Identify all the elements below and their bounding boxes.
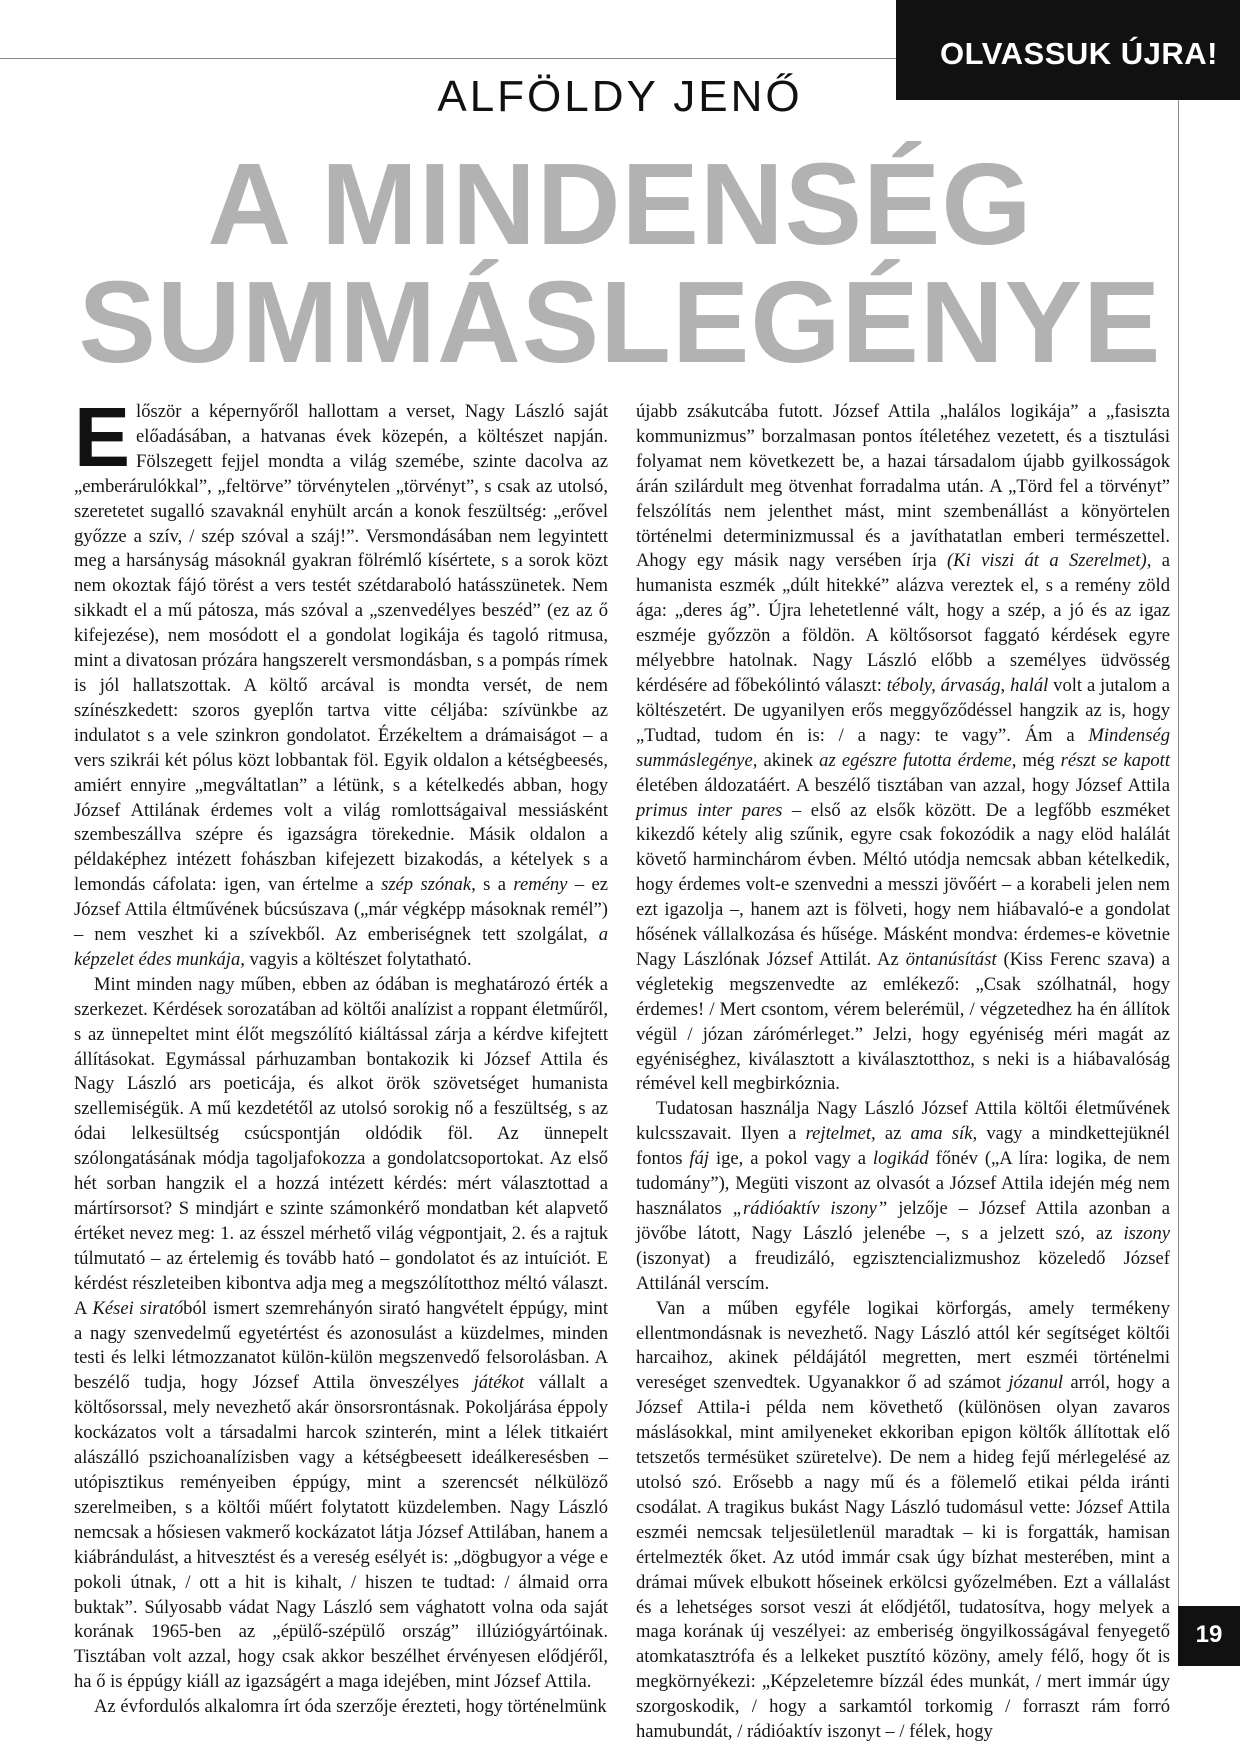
text-column-left	[74, 390, 609, 1718]
article-title	[0, 139, 1240, 387]
drop-cap: E	[74, 390, 131, 484]
title-line-2: SUMMÁSLEGÉNYE	[78, 257, 1162, 387]
section-tag-label: OLVASSUK ÚJRA!	[940, 36, 1218, 71]
author-name: ALFÖLDY JENŐ	[437, 72, 803, 121]
paragraph: újabb zsákutcába futott. József Attila „halálos logikája” a „fasiszta kommunizmus” borzalmasan pontos ítéletéhez vezetett, és a tisztulási folyamat nem következett be, a hazai társadalom újabb gyilkosságok árán szilárdult meg ötvenhat forradalma után. A „Törd fel a törvényt” felszólítás nem jelenthet mást, mint szembenállást a könyörtelen történelmi determinizmussal és a javíthatatlan emberi természettel. Ahogy egy másik nagy versében írja (Ki viszi át a Szerelmet), a humanista eszmék „dúlt hitekké” alázva vereztek el, s a remény zöld ága: „deres ág”. Újra lehetetlenné vált, hogy a szép, a jó és az igaz eszméje győzzön a földön. A költősorsot faggató kérdések egyre mélyebbre hatolnak. Nagy László előbb a személyes üdvösség kérdésére ad főbekólintó választ: téboly, árvaság, halál volt a jutalom a költészetért. De ugyanilyen erős meggyőződéssel hangzik az is, hogy „Tudtad, tudom én is: / a nagy: te vagy”. Ám a Mindenség summáslegénye, akinek az egészre futotta érdeme, még részt se kapott életében áldozatáért. A beszélő tisztában van azzal, hogy József Attila primus inter pares – első az elsők között. De a legfőbb eszméket kikezdő kétely alig szűnik, egyre csak fokozódik a nagy elöd halálát követő harminchárom évben. Méltó utódja nemcsak abban kételkedik, hogy érdemes volt-e szenvedni a messzi jövőért – a korabeli jelen nem ezt igazolja –, hanem azt is fölveti, hogy nem hiábavaló-e a gondolat hősének vállalkozása és hűsége. Másként mondva: érdemes-e követnie Nagy Lászlónak József Attilát. Az öntanúsítást (Kiss Ferenc szava) a végletekig megszenvedte az emlékező: „Csak szólhatnál, hogy érdemes! / Mert csontom, vérem belerémül, / végzetedhez ha én állítok végül / józan zárómérleget.” Jelzi, hogy egyéniség méri magát az egyéniséghez, kiválasztott a kiválasztotthoz, s neki is a hiábavalóság rémével kell megbirkóznia.	[636, 401, 1171, 1095]
paragraph: Mint minden nagy műben, ebben az ódában is meghatározó érték a szerkezet. Kérdések sorozatában ad költői analízist a roppant életműről, s az ünnepeltet mint élőt megszólító kiáltással zárja a kérdve kifejtett állításokat. Egymással párhuzamban bontakozik ki József Attila és Nagy László ars poeticája, és alkot örök szövetséget humanista szellemiségük. A mű kezdetétől az utolsó sorokig nő a feszültség, s az ódai lelkesültség csúcspontján oldódik föl. Az ünnepelt szólongatásának módja tagoljafokozza a gondolatcsoportokat. Az első hét sorban hangzik el a hozzá intézett kérdés: mért választottad a mártírsorsot? S mindjárt e szinte számonkérő mondatban két alapvető értéket nevez meg: 1. az ésszel mérhető világ végpontjait, 2. és a rajtuk túlmutató – az értelemig és tovább ható – gondolatot és az intuíciót. E kérdést részleteiben kibontva adja meg a megszólítotthoz méltó választ. A Kései siratóból ismert szemrehányón sirató hangvételt éppúgy, mint a nagy szenvedelmű egyetértést és azonosulást a küzdelmes, minden testi és lelki létmozzanatot külön-külön megszenvedő felsorolásban. A beszélő tudja, hogy József Attila önveszélyes játékot vállalt a költősorssal, mely nevezhető akár önsorsrontásnak. Pokoljárása éppoly kockázatos volt a társadalmi harcok szinterén, mint a lélek titkaiért alászálló pszichoanalízisben vagy a kétségbeesett ideálkeresésben – utópisztikus reményeiben éppúgy, mint a szerencsét nélkülöző szerelmeiben, s a költői műért folytatott küzdelemben. Nagy László nemcsak a hősiesen vakmerő kockázatot látja József Attilában, hanem a kiábrándulást, a hitvesztést és a vereség esélyét is: „dögbugyor a vége e pokoli útnak, / ott a hit is kihalt, / hiszen te tudtad: / álmaid orra buktak”. Súlyosabb vádat Nagy László sem vághatott volna oda saját korának 1965-ben az „épülő-szépülő ország” illúziógyártóinak. Tisztában volt azzal, hogy csak akkor beszélhet érvényesen elődjéről, ha ő is éppúgy kiáll az igazságért a maga idejében, mint József Attila.	[74, 973, 608, 1693]
paragraph: Van a műben egyféle logikai körforgás, amely termékeny ellentmondásnak is nevezhető. Nagy László attól kér segítséget költői harcaihoz, akinek példájától megretten, mert eszméi történelmi vereséget szenvedtek. Ugyanakkor ő ad számot józanul arról, hogy a József Attila-i példa nem követhető (különösen olyan zavaros máslásokkal, mint amilyeneket ekkoriban epigon költők állítottak elő tetszetős termésüket szüretelve). De nem a hideg fejű mérlegelésé az utolsó szó. Erősebb a nagy mű és a fölemelő etikai példa iránti csodálat. A tragikus bukást Nagy László tudomásul vette: József Attila eszméi nemcsak teljesületlenül maradtak – ki is forgatták, hamisan értelmezték őket. Az utód immár csak úgy bízhat mesterében, mint a drámai művek elbukott hőseinek erkölcsi győzelmében. Ezt a vállalást és a lehetséges sorsot veszi át elődjétől, tudatosítva, hogy melyek a maga korának új veszélyei: az emberiség öngyilkosságával fenyegető atomkatasztrófa és a lelkeket pusztító közöny, amely félő, hogy őt is megkörnyékezi: „Képzeletemre bízzál édes munkát, / mert immár úgy szorgoskodik, / hogy a sarkamtól torkomig / forraszt rám forró hamubundát, / rádióaktív iszonyt – / félek, hogy	[636, 1297, 1170, 1743]
title-line-1: A MINDENSÉG	[207, 139, 1033, 269]
page-number: 19	[1195, 1621, 1223, 1648]
paragraph: Tudatosan használja Nagy László József Attila költői életművének kulcsszavait. Ilyen a rejtelmet, az ama sík, vagy a mindkettejüknél fontos fáj ige, a pokol vagy a logikád főnév („A líra: logika, de nem tudomány”), Megüti viszont az olvasót a József Attila idején még nem használatos „rádióaktív iszony” jelzője – József Attila azonban a jövőbe látott, Nagy László jelenébe –, s a jelzett szó, az iszony (iszonyat) a freudizáló, egzisztencializmushoz közeledő József Attilánál verscím.	[636, 1098, 1170, 1294]
text-column-right	[636, 400, 1171, 1743]
paragraph: Először a képernyőről hallottam a verset, Nagy László saját előadásában, a hatvanas évek közepén, a költészet napján. Fölszegett fejjel mondta a világ szemébe, szinte dacolva az „emberárulókkal”, „feltörve” törvénytelen „törvényt”, s csak az utolsó, szeretetet sugalló szavaknál enyhült arcán a konok feszültség: „erővel győzze a szív, / szép szóval a száj!”. Versmondásában nem legyintett meg a harsányság másoknál gyakran fölrémlő kísértete, s a sorok közt nem okoztak fájó törést a vers testét szétdaraboló hatásszünetek. Nem sikkadt el a mű pátosza, más szóval a „szenvedélyes beszéd” (ez az ő kifejezése), nem mosódott el a gondolat logikája és tagoló ritmusa, mint a divatosan prózára hangszerelt versmondásban, s a pompás rímek is jól hallatszottak. A költő arcával is mondta versét, de nem színészkedett: szoros gyeplőn tartva vitte céljába: szívünkbe az indulatot s a vele szinkron gondolatot. Érzékeltem a drámaiságot – a vers szikrái két pólus közt lobbantak föl. Egyik oldalon a kétségbeesés, amiért ennyire „megváltatlan” a létünk, s a kételkedés abban, hogy József Attilának érdemes volt a világ romlottságaival messiásként szembeszállva szépre és igazságra törekednie. Másik oldalon a példaképhez intézett fohászban kifejezett bizakodás, a kételyek s a lemondás cáfolata: igen, van értelme a szép szónak, s a remény – ez József Attila éltművének búcsúszava („már végképp másoknak remél”) – nem veszhet ki a szívekből. Az emberiségnek tett szolgálat, a képzelet édes munkája, vagyis a költészet folytatható.	[74, 390, 609, 970]
page-number-badge	[1178, 1606, 1240, 1666]
paragraph: Az évfordulós alkalomra írt óda szerzője érezteti, hogy történelmünk	[94, 1696, 607, 1718]
